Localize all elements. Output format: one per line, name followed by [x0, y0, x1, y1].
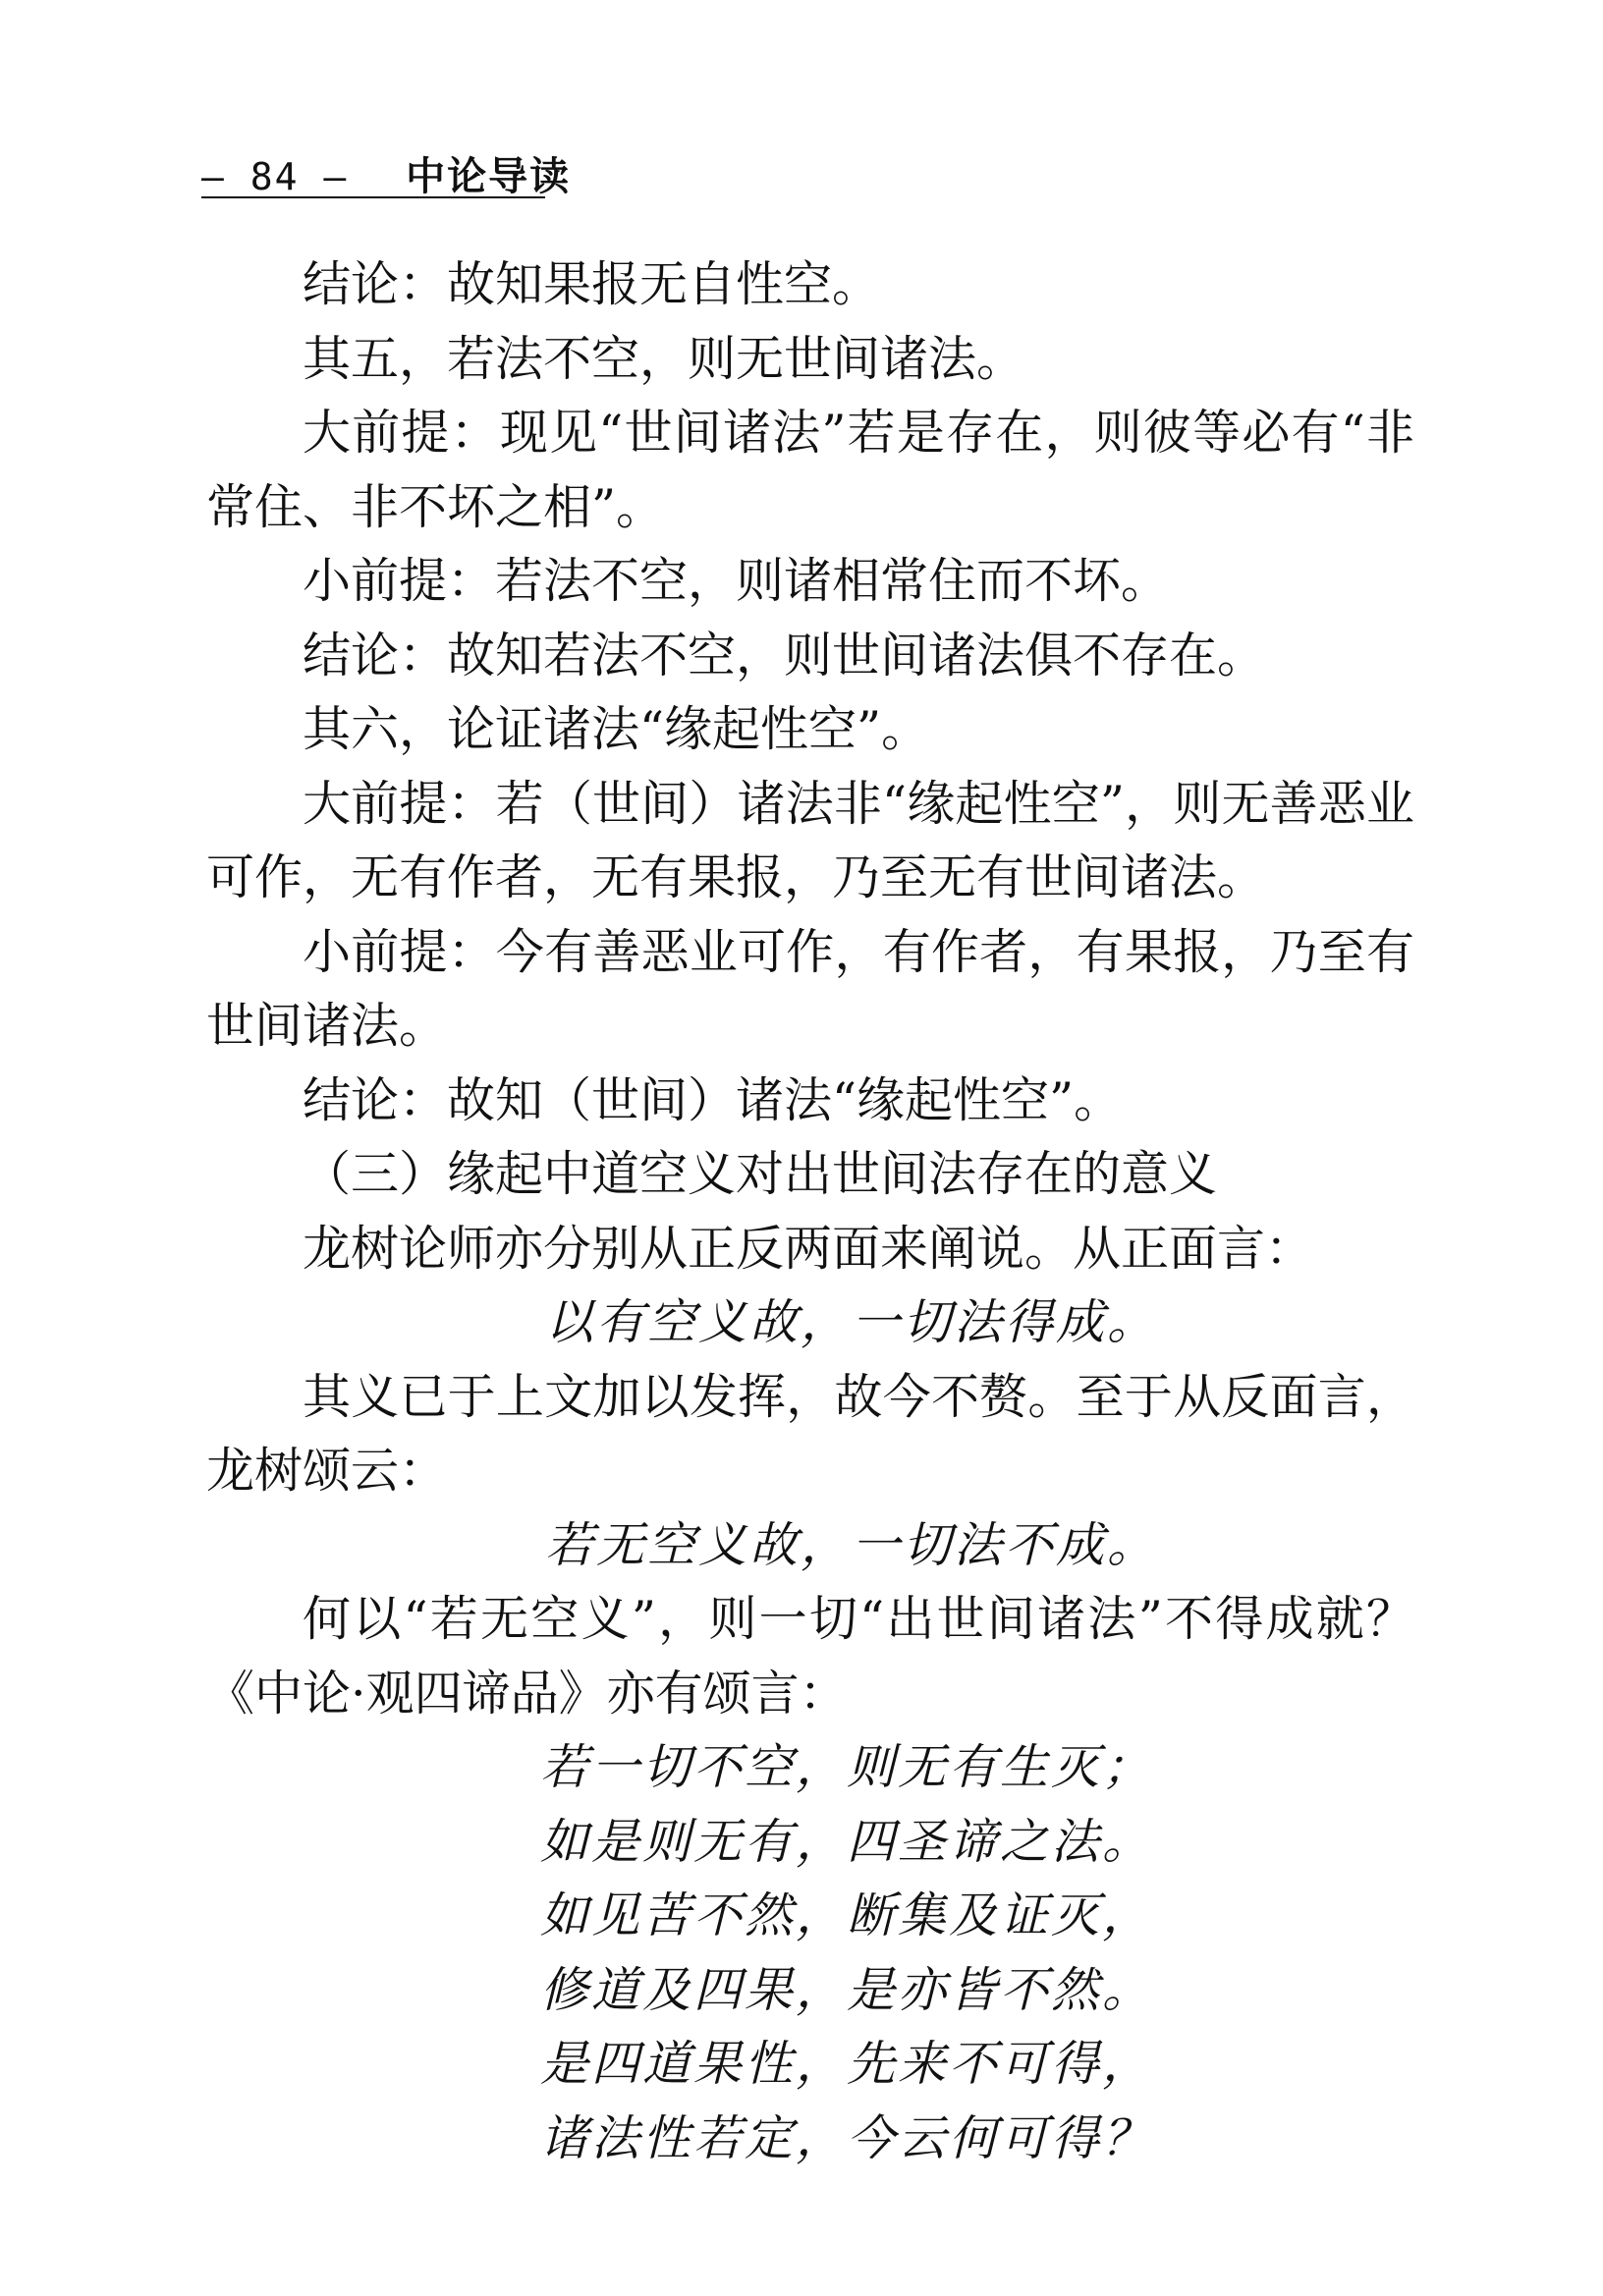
verse-quote: 以有空义故，一切法得成。	[545, 1294, 1159, 1350]
paragraph: 何以“若无空义”，则一切“出世间诸法”不得成就？《中论·观四谛品》亦有颂言：	[206, 1591, 1414, 1722]
body-text	[206, 247, 1414, 2175]
section-heading: （三）缘起中道空义对出世间法存在的意义	[303, 1146, 1218, 1202]
header-rule	[201, 196, 545, 198]
running-header	[201, 145, 571, 201]
verse-line: 是四道果性，先来不可得，	[540, 2036, 1154, 2092]
verse-line: 修道及四果，是亦皆不然。	[540, 1961, 1154, 2018]
paragraph: 结论：故知若法不空，则世间诸法俱不存在。	[303, 627, 1266, 683]
verse-line: 如见苦不然，断集及证灭，	[540, 1887, 1154, 1943]
paragraph: 大前提：若（世间）诸法非“缘起性空”，则无善恶业可作，无有作者，无有果报，乃至无有世间诸法。	[206, 775, 1414, 905]
paragraph: 龙树论师亦分别从正反两面来阐说。从正面言：	[303, 1220, 1314, 1277]
verse-quote: 若无空义故，一切法不成。	[545, 1516, 1159, 1573]
verse-line: 诸法性若定，今云何可得？	[540, 2109, 1154, 2166]
verse-line: 若一切不空，则无有生灭；	[540, 1739, 1154, 1795]
paragraph: 结论：故知（世间）诸法“缘起性空”。	[303, 1071, 1123, 1128]
paragraph: 小前提：若法不空，则诸相常住而不坏。	[303, 553, 1170, 609]
verse-line: 如是则无有，四圣谛之法。	[540, 1813, 1154, 1870]
running-title: 中论导读	[406, 153, 572, 199]
page-number: — 84 —	[201, 155, 349, 198]
paragraph: 小前提：今有善恶业可作，有作者，有果报，乃至有世间诸法。	[206, 923, 1414, 1054]
paragraph: 其五，若法不空，则无世间诸法。	[303, 330, 1025, 387]
paragraph: 其六，论证诸法“缘起性空”。	[303, 701, 930, 757]
paragraph: 其义已于上文加以发挥，故今不赘。至于从反面言，龙树颂云：	[206, 1368, 1414, 1499]
paragraph: 结论：故知果报无自性空。	[303, 256, 881, 312]
paragraph: 大前提：现见“世间诸法”若是存在，则彼等必有“非常住、非不坏之相”。	[206, 405, 1414, 535]
